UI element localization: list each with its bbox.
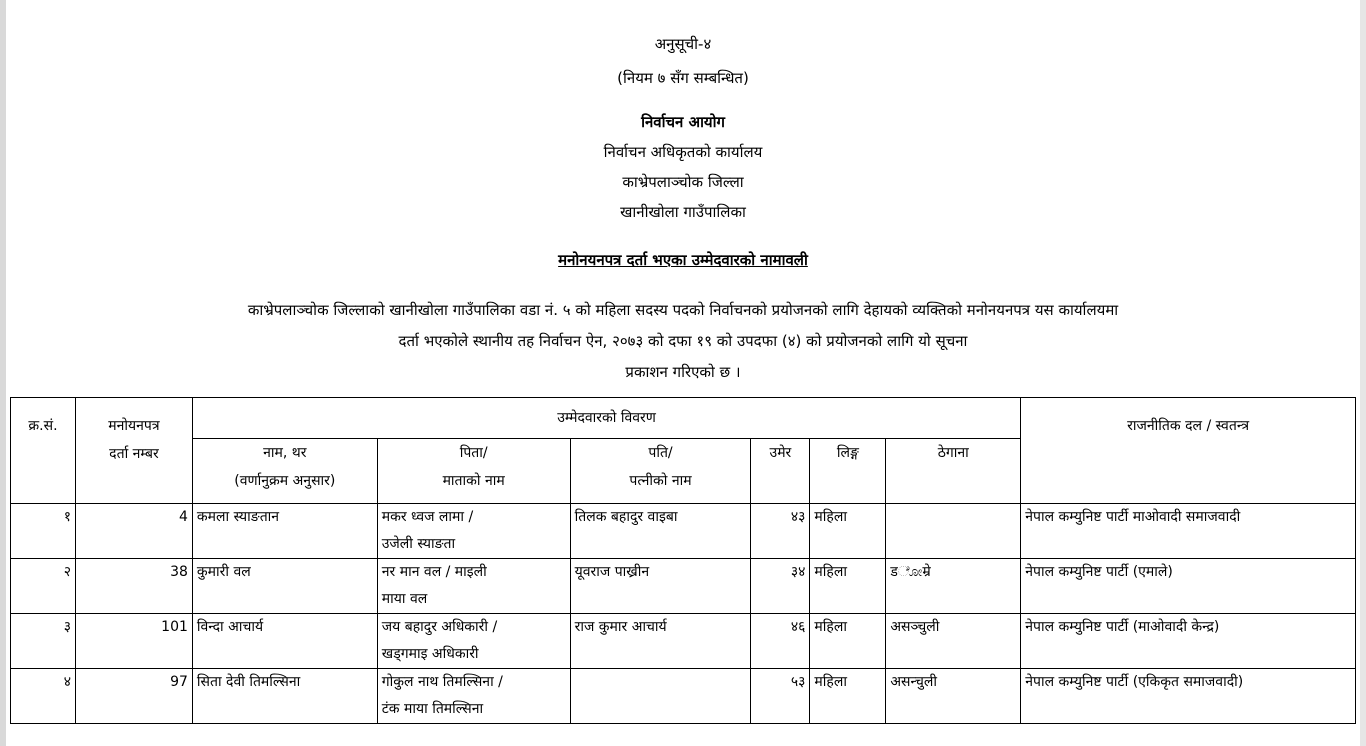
- candidate-table: [10, 397, 1356, 724]
- cell-party: नेपाल कम्युनिष्ट पार्टी माओवादी समाजवादी: [1021, 504, 1356, 559]
- cell-party: नेपाल कम्युनिष्ट पार्टी (एमाले): [1021, 559, 1356, 614]
- intro-line-2: दर्ता भएकोले स्थानीय तह निर्वाचन ऐन, २०७३ को दफा १९ को उपदफा (४) को प्रयोजनको लागि यो सूचना: [398, 332, 968, 350]
- cell-parent: [377, 614, 570, 669]
- notice-title: मनोनयनपत्र दर्ता भएका उम्मेदवारको नामावली: [558, 251, 808, 269]
- cell-address: असञ्चुली: [886, 614, 1021, 669]
- cell-gender: महिला: [810, 614, 886, 669]
- intro-line-1: काभ्रेपलाञ्चोक जिल्लाको खानीखोला गाउँपालिका वडा नं. ५ को महिला सदस्य पदको निर्वाचनको प्रयोजनको लागि देहायको व्यक्तिको मनोनयनपत्र यस कार्यालयमा: [247, 301, 1119, 319]
- cell-age: ५३: [751, 669, 810, 724]
- cell-sn: २: [11, 559, 76, 614]
- header-address: ठेगाना: [886, 439, 1021, 504]
- cell-spouse: तिलक बहादुर वाइबा: [570, 504, 751, 559]
- header-name: [192, 439, 377, 504]
- header-spouse: [570, 439, 751, 504]
- cell-parent-line1: गोकुल नाथ तिमल्सिना /: [381, 674, 503, 690]
- header-parent: [377, 439, 570, 504]
- cell-name: विन्दा आचार्य: [192, 614, 377, 669]
- cell-reg-no: 101: [75, 614, 192, 669]
- header-gender: लिङ्ग: [810, 439, 886, 504]
- table-row: [11, 504, 1356, 559]
- cell-parent-line2: खड्गमाइ अधिकारी: [381, 646, 479, 662]
- cell-name: कमला स्याङतान: [192, 504, 377, 559]
- header-party: राजनीतिक दल / स्वतन्त्र: [1021, 398, 1356, 504]
- cell-name: कुमारी वल: [192, 559, 377, 614]
- header-name-line1: नाम, थर: [263, 445, 307, 461]
- cell-party: नेपाल कम्युनिष्ट पार्टी (माओवादी केन्द्र): [1021, 614, 1356, 669]
- cell-reg-no: 4: [75, 504, 192, 559]
- cell-spouse: [570, 669, 751, 724]
- table-row: [11, 614, 1356, 669]
- header-reg-no-line2: दर्ता नम्बर: [109, 446, 159, 462]
- header-sn: क्र.सं.: [11, 398, 76, 504]
- cell-parent-line1: जय बहादुर अधिकारी /: [381, 619, 498, 635]
- header-reg-no-line1: मनोयनपत्र: [108, 418, 160, 434]
- cell-spouse: राज कुमार आचार्य: [570, 614, 751, 669]
- cell-sn: ३: [11, 614, 76, 669]
- cell-sn: ४: [11, 669, 76, 724]
- cell-gender: महिला: [810, 559, 886, 614]
- table-row: [11, 669, 1356, 724]
- cell-parent-line1: नर मान वल / माइली: [381, 564, 487, 580]
- header-row-1: [11, 398, 1356, 439]
- cell-parent: [377, 669, 570, 724]
- office-name: निर्वाचन अधिकृतको कार्यालय: [603, 143, 763, 161]
- header-spouse-line2: पत्नीको नाम: [629, 473, 692, 489]
- header-reg-no: [75, 398, 192, 504]
- cell-address: असन्चुली: [886, 669, 1021, 724]
- cell-age: ३४: [751, 559, 810, 614]
- table-row: [11, 559, 1356, 614]
- cell-parent-line1: मकर ध्वज लामा /: [381, 509, 474, 525]
- cell-parent: [377, 559, 570, 614]
- cell-age: ४३: [751, 504, 810, 559]
- schedule-label: अनुसूची-४: [654, 35, 712, 53]
- cell-gender: महिला: [810, 669, 886, 724]
- commission-title: निर्वाचन आयोग: [641, 113, 725, 131]
- cell-address: [886, 504, 1021, 559]
- cell-spouse: यूवराज पाख्रीन: [570, 559, 751, 614]
- cell-party: नेपाल कम्युनिष्ट पार्टी (एकिकृत समाजवादी): [1021, 669, 1356, 724]
- cell-gender: महिला: [810, 504, 886, 559]
- rule-reference: (नियम ७ सँग सम्बन्धित): [617, 69, 749, 87]
- cell-name: सिता देवी तिमल्सिना: [192, 669, 377, 724]
- header-candidate-details: उम्मेदवारको विवरण: [192, 398, 1020, 439]
- header-name-line2: (वर्णानुक्रम अनुसार): [234, 473, 336, 489]
- intro-line-3: प्रकाशन गरिएको छ ।: [625, 363, 741, 381]
- header-spouse-line1: पति/: [648, 445, 673, 461]
- header-parent-line2: माताको नाम: [442, 473, 505, 489]
- municipality-name: खानीखोला गाउँपालिका: [620, 203, 746, 221]
- cell-reg-no: 97: [75, 669, 192, 724]
- cell-parent-line2: उजेली स्याङता: [381, 536, 456, 552]
- cell-parent-line2: टंक माया तिमल्सिना: [381, 701, 484, 717]
- cell-parent: [377, 504, 570, 559]
- cell-reg-no: 38: [75, 559, 192, 614]
- cell-age: ४६: [751, 614, 810, 669]
- cell-parent-line2: माया वल: [381, 591, 428, 607]
- cell-sn: १: [11, 504, 76, 559]
- district-name: काभ्रेपलाञ्चोक जिल्ला: [622, 173, 744, 191]
- cell-address: डೋम्रे: [886, 559, 1021, 614]
- header-parent-line1: पिता/: [459, 445, 488, 461]
- header-age: उमेर: [751, 439, 810, 504]
